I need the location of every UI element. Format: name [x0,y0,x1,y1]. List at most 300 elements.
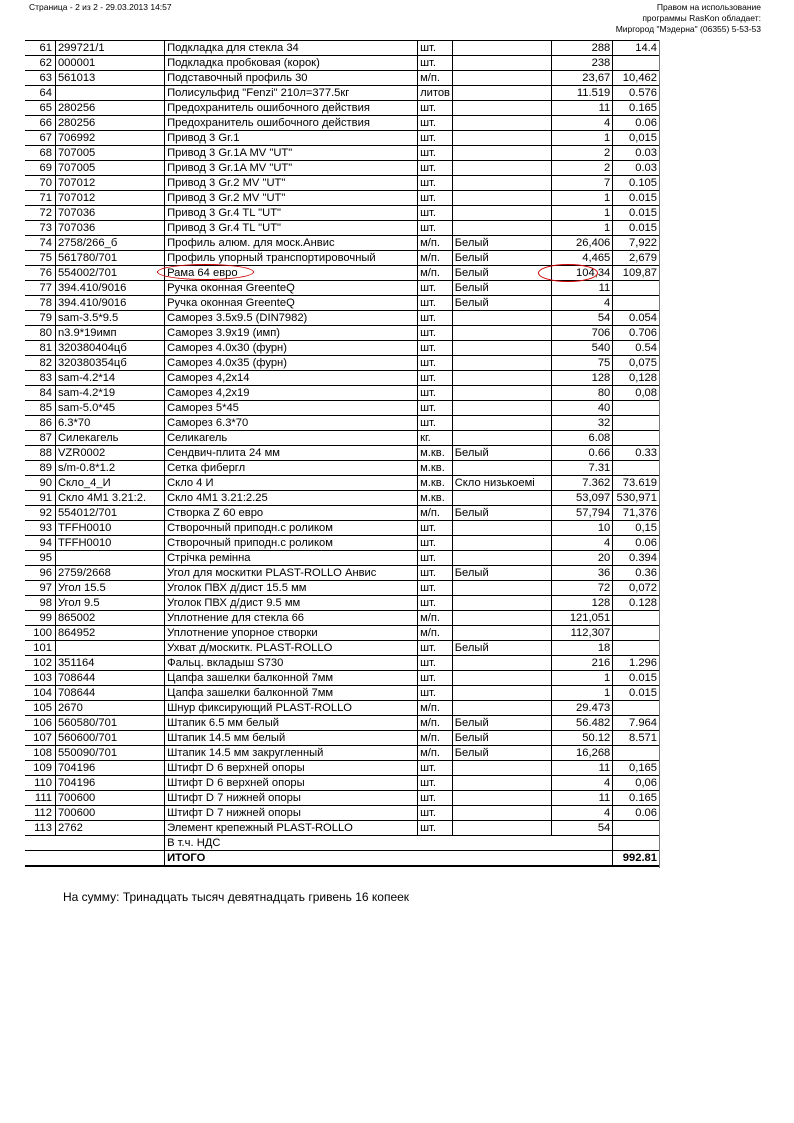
table-row [25,431,659,446]
item-code: 299721/1 [55,41,164,56]
item-name: Привод 3 Gr.2 MV "UT" [165,191,418,206]
item-code: Угол 9.5 [55,596,164,611]
row-number: 102 [25,656,55,671]
item-quantity: 53,097 [552,491,613,506]
item-sum [613,641,659,656]
item-code: 707036 [55,221,164,236]
item-name: Скло 4М1 3.21:2.25 [165,491,418,506]
item-name: Саморез 4.0х30 (фурн) [165,341,418,356]
item-unit: м/п. [418,266,453,281]
item-unit: шт. [418,281,453,296]
vat-blank-cell [25,836,165,851]
row-number: 104 [25,686,55,701]
item-quantity: 54 [552,821,613,836]
row-number: 110 [25,776,55,791]
item-sum: 0.33 [613,446,659,461]
table-row [25,506,659,521]
item-quantity: 121,051 [552,611,613,626]
table-row [25,251,659,266]
item-unit: шт. [418,581,453,596]
item-quantity: 11 [552,281,613,296]
row-number: 86 [25,416,55,431]
row-number: 83 [25,371,55,386]
item-code [55,551,164,566]
item-sum: 2,679 [613,251,659,266]
item-sum: 14.4 [613,41,659,56]
item-code: sam-5.0*45 [55,401,164,416]
item-quantity: 57,794 [552,506,613,521]
item-unit: литов [418,86,453,101]
item-code: 865002 [55,611,164,626]
item-sum: 0.165 [613,791,659,806]
row-number: 111 [25,791,55,806]
item-code: 704196 [55,776,164,791]
item-sum: 0.03 [613,161,659,176]
row-number: 73 [25,221,55,236]
table-right-rule [659,40,660,868]
item-code: 561780/701 [55,251,164,266]
row-number: 93 [25,521,55,536]
item-quantity: 11 [552,761,613,776]
row-number: 108 [25,746,55,761]
item-sum: 0.36 [613,566,659,581]
item-code [55,86,164,101]
total-label: ИТОГО [165,851,613,867]
item-code: 320380404цб [55,341,164,356]
item-name: Элемент крепежный PLAST-ROLLO [165,821,418,836]
item-sum: 530,971 [613,491,659,506]
item-name: Саморез 4,2х14 [165,371,418,386]
item-color [452,611,552,626]
item-sum: 0.015 [613,221,659,236]
item-quantity: 1 [552,221,613,236]
item-color [452,176,552,191]
row-number: 106 [25,716,55,731]
item-color: Белый [452,251,552,266]
item-unit: м/п. [418,701,453,716]
table-row [25,761,659,776]
item-unit: шт. [418,296,453,311]
table-row [25,71,659,86]
item-sum: 0,08 [613,386,659,401]
item-quantity: 32 [552,416,613,431]
item-color [452,761,552,776]
row-number: 101 [25,641,55,656]
item-sum: 0.06 [613,116,659,131]
table-row [25,236,659,251]
table-row [25,326,659,341]
item-name: Ручка оконная GreenteQ [165,281,418,296]
item-unit: шт. [418,761,453,776]
item-quantity: 2 [552,146,613,161]
row-number: 82 [25,356,55,371]
item-quantity: 40 [552,401,613,416]
item-sum: 0.394 [613,551,659,566]
item-unit: шт. [418,56,453,71]
item-color [452,56,552,71]
row-number: 81 [25,341,55,356]
item-name: Уплотнение упорное створки [165,626,418,641]
item-unit: м/п. [418,251,453,266]
item-color: Белый [452,296,552,311]
item-code: 707005 [55,161,164,176]
item-unit: м/п. [418,626,453,641]
item-name: Сетка фибергл [165,461,418,476]
item-unit: м/п. [418,746,453,761]
item-sum: 73.619 [613,476,659,491]
item-name: Угол для москитки PLAST-ROLLO Анвис [165,566,418,581]
item-color [452,221,552,236]
item-name: Штифт D 7 нижней опоры [165,791,418,806]
item-name: Профиль упорный транспортировочный [165,251,418,266]
row-number: 69 [25,161,55,176]
item-unit: шт. [418,401,453,416]
item-unit: шт. [418,386,453,401]
item-sum: 0,165 [613,761,659,776]
table-row [25,191,659,206]
item-unit: шт. [418,671,453,686]
item-color [452,86,552,101]
item-name: Штапик 14.5 мм белый [165,731,418,746]
item-sum: 0.015 [613,191,659,206]
row-number: 105 [25,701,55,716]
total-row [25,851,659,867]
item-quantity: 128 [552,371,613,386]
table-row [25,461,659,476]
row-number: 65 [25,101,55,116]
row-number: 103 [25,671,55,686]
table-row [25,176,659,191]
item-name: Саморез 6.3*70 [165,416,418,431]
item-code: 320380354цб [55,356,164,371]
item-code: 280256 [55,101,164,116]
item-sum: 0,06 [613,776,659,791]
item-color [452,656,552,671]
item-quantity: 6.08 [552,431,613,446]
item-name: Полисульфид "Fenzi" 210л=377.5кг [165,86,418,101]
item-color [452,161,552,176]
row-number: 113 [25,821,55,836]
item-unit: шт. [418,371,453,386]
row-number: 62 [25,56,55,71]
item-name: Створочный приподн.с роликом [165,536,418,551]
table-row [25,41,659,56]
item-quantity: 16,268 [552,746,613,761]
table-row [25,806,659,821]
table-row [25,296,659,311]
item-color [452,791,552,806]
item-code: 000001 [55,56,164,71]
item-quantity: 50.12 [552,731,613,746]
item-color: Скло низькоемі [452,476,552,491]
item-quantity: 56.482 [552,716,613,731]
item-name: Саморез 3.5х9.5 (DIN7982) [165,311,418,326]
item-unit: шт. [418,521,453,536]
item-color: Белый [452,281,552,296]
item-name: Привод 3 Gr.4 TL "UT" [165,221,418,236]
item-name: Штифт D 6 верхней опоры [165,776,418,791]
item-code: n3.9*19имп [55,326,164,341]
vat-label: В т.ч. НДС [165,836,613,851]
item-quantity: 29.473 [552,701,613,716]
item-name: Подставочный профиль 30 [165,71,418,86]
item-quantity: 11.519 [552,86,613,101]
item-sum: 0.015 [613,671,659,686]
table-row [25,266,659,281]
item-quantity: 4 [552,116,613,131]
item-unit: шт. [418,131,453,146]
table-row [25,146,659,161]
item-color: Белый [452,266,552,281]
item-color [452,671,552,686]
item-code: Скло 4М1 3.21:2. [55,491,164,506]
table-row [25,446,659,461]
row-number: 77 [25,281,55,296]
item-color [452,626,552,641]
item-quantity: 4 [552,806,613,821]
item-code: 2670 [55,701,164,716]
item-unit: шт. [418,596,453,611]
item-unit: кг. [418,431,453,446]
item-color: Белый [452,506,552,521]
item-code [55,641,164,656]
item-sum: 71,376 [613,506,659,521]
row-number: 67 [25,131,55,146]
table-row [25,686,659,701]
item-quantity: 18 [552,641,613,656]
item-code: VZR0002 [55,446,164,461]
item-color [452,386,552,401]
item-code: 704196 [55,761,164,776]
row-number: 71 [25,191,55,206]
item-quantity: 2 [552,161,613,176]
item-code: TFFH0010 [55,521,164,536]
item-code: 708644 [55,686,164,701]
table-row [25,161,659,176]
item-quantity: 4,465 [552,251,613,266]
item-sum: 10,462 [613,71,659,86]
item-name: Уголок ПВХ д/дист 15.5 мм [165,581,418,596]
table-row [25,776,659,791]
item-unit: шт. [418,536,453,551]
item-sum: 0.576 [613,86,659,101]
sum-in-words: На сумму: Тринадцать тысяч девятнадцать гривень 16 копеек [63,890,410,904]
row-number: 98 [25,596,55,611]
item-code: Угол 15.5 [55,581,164,596]
item-name: Створка Z 60 евро [165,506,418,521]
item-sum: 0.165 [613,101,659,116]
item-sum: 0,15 [613,521,659,536]
item-unit: м.кв. [418,461,453,476]
item-name: Штапик 14.5 мм закругленный [165,746,418,761]
item-code: sam-4.2*19 [55,386,164,401]
item-color [452,41,552,56]
row-number: 84 [25,386,55,401]
table-row [25,476,659,491]
item-code: 706992 [55,131,164,146]
item-quantity: 1 [552,191,613,206]
row-number: 88 [25,446,55,461]
table-row [25,701,659,716]
item-quantity: 20 [552,551,613,566]
item-unit: шт. [418,311,453,326]
item-unit: шт. [418,566,453,581]
table-row [25,791,659,806]
item-sum [613,821,659,836]
item-code: 554002/701 [55,266,164,281]
table-row [25,281,659,296]
item-unit: шт. [418,101,453,116]
item-unit: шт. [418,821,453,836]
table-row [25,641,659,656]
item-quantity: 540 [552,341,613,356]
row-number: 100 [25,626,55,641]
item-quantity: 4 [552,776,613,791]
item-unit: шт. [418,341,453,356]
item-quantity: 1 [552,206,613,221]
item-unit: м.кв. [418,476,453,491]
row-number: 91 [25,491,55,506]
item-name: Ручка оконная GreenteQ [165,296,418,311]
table-row [25,611,659,626]
item-name: Подкладка пробковая (корок) [165,56,418,71]
license-info [541,2,761,35]
row-number: 99 [25,611,55,626]
item-name: Цапфа зашелки балконной 7мм [165,686,418,701]
row-number: 79 [25,311,55,326]
item-code: Силекагель [55,431,164,446]
item-sum [613,281,659,296]
table-row [25,131,659,146]
item-quantity: 1 [552,671,613,686]
row-number: 109 [25,761,55,776]
item-sum: 0.54 [613,341,659,356]
item-code: 394.410/9016 [55,296,164,311]
item-quantity: 104,34 [552,266,613,281]
item-color [452,101,552,116]
item-name: Привод 3 Gr.1A MV "UT" [165,146,418,161]
table-row [25,86,659,101]
row-number: 112 [25,806,55,821]
item-sum [613,626,659,641]
row-number: 87 [25,431,55,446]
rights-line-1: Правом на использование [656,2,761,12]
row-number: 78 [25,296,55,311]
table-row [25,416,659,431]
row-number: 97 [25,581,55,596]
item-quantity: 7 [552,176,613,191]
license-owner: Миргород "Мэдерна" (06355) 5-53-53 [615,24,761,34]
row-number: 70 [25,176,55,191]
table-row [25,656,659,671]
table-row [25,371,659,386]
item-name: Привод 3 Gr.4 TL "UT" [165,206,418,221]
item-sum: 0.015 [613,686,659,701]
table-row [25,716,659,731]
item-sum: 0,015 [613,131,659,146]
row-number: 80 [25,326,55,341]
item-code: TFFH0010 [55,536,164,551]
item-color: Белый [452,641,552,656]
item-sum: 0,128 [613,371,659,386]
item-color: Белый [452,716,552,731]
item-color [452,521,552,536]
item-color: Белый [452,446,552,461]
item-unit: шт. [418,146,453,161]
item-unit: шт. [418,356,453,371]
row-number: 76 [25,266,55,281]
item-sum [613,401,659,416]
table-row [25,671,659,686]
item-name: Уплотнение для стекла 66 [165,611,418,626]
table-row [25,551,659,566]
item-code: 561013 [55,71,164,86]
table-row [25,536,659,551]
table-row [25,626,659,641]
item-name: Шнур фиксирующий PLAST-ROLLO [165,701,418,716]
item-unit: м/п. [418,71,453,86]
table-row [25,821,659,836]
table-row [25,566,659,581]
item-name: Привод 3 Gr.2 MV "UT" [165,176,418,191]
item-sum: 0.054 [613,311,659,326]
item-color [452,311,552,326]
item-unit: м/п. [418,506,453,521]
row-number: 66 [25,116,55,131]
item-color [452,491,552,506]
item-quantity: 72 [552,581,613,596]
item-color [452,596,552,611]
item-name: Рама 64 евро [165,266,418,281]
item-code: 700600 [55,806,164,821]
item-unit: м/п. [418,731,453,746]
item-color [452,116,552,131]
item-quantity: 1 [552,686,613,701]
item-code: 560580/701 [55,716,164,731]
item-color [452,701,552,716]
table-row [25,596,659,611]
row-number: 75 [25,251,55,266]
item-quantity: 10 [552,521,613,536]
item-code: 2758/266_б [55,236,164,251]
row-number: 74 [25,236,55,251]
table-row [25,386,659,401]
item-code: sam-4.2*14 [55,371,164,386]
item-quantity: 128 [552,596,613,611]
item-quantity: 238 [552,56,613,71]
item-code: 708644 [55,671,164,686]
item-code: 2762 [55,821,164,836]
item-name: Фальц. вкладыш S730 [165,656,418,671]
item-quantity: 7.31 [552,461,613,476]
item-sum: 109,87 [613,266,659,281]
item-quantity: 23,67 [552,71,613,86]
item-name: Ухват д/москитк. PLAST-ROLLO [165,641,418,656]
total-blank-cell [25,851,165,867]
item-quantity: 706 [552,326,613,341]
item-code: 550090/701 [55,746,164,761]
item-sum: 7,922 [613,236,659,251]
item-name: Предохранитель ошибочного действия [165,101,418,116]
row-number: 107 [25,731,55,746]
table-row [25,401,659,416]
item-color: Белый [452,236,552,251]
item-unit: шт. [418,41,453,56]
item-color: Белый [452,566,552,581]
item-quantity: 1 [552,131,613,146]
item-code: 707036 [55,206,164,221]
item-color [452,431,552,446]
